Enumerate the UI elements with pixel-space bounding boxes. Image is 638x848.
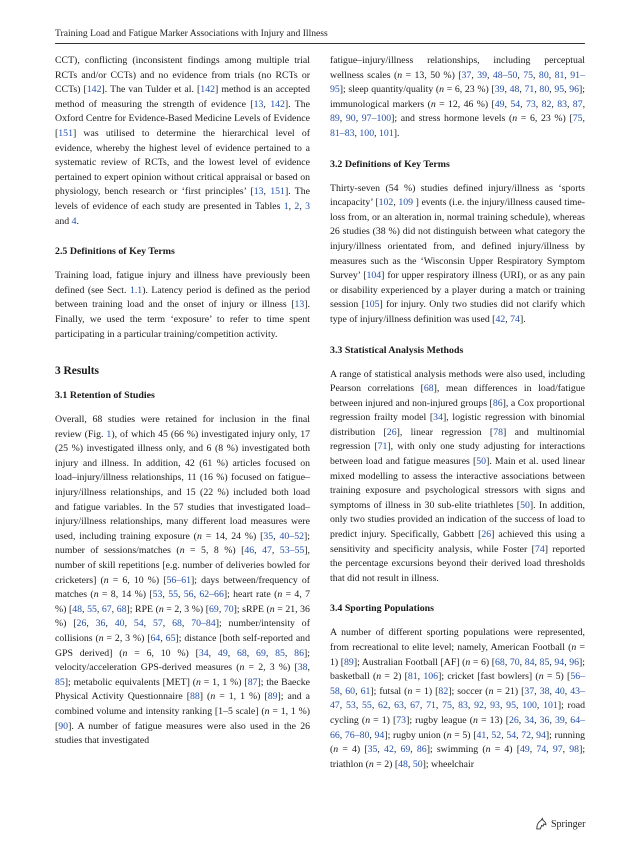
running-head: Training Load and Fatigue Marker Associations with Injury and Illness — [55, 28, 328, 39]
heading-3-4: 3.4 Sporting Populations — [330, 603, 434, 615]
heading-3-1: 3.1 Retention of Studies — [55, 390, 155, 402]
paragraph-evidence-methods: CCT), conflicting (inconsistent findings among multiple trial RCTs and/or CCTs) and no evidence from trials (no RCTs or CCTs) [142]. The van Tulder et al. [142] method is an accepted method of measuring the strength of evidence [13, 142]. The Oxford Centre for Evidence-Based Medicine Levels of Evidence [151] was utilised to determine the hierarchical level of evidence, whereby the highest level of evidence pertained to a systematic review of RCTs, and the lowest level of evidence pertained to expert opinion without critical appraisal or based on physiology, bench research or ‘first principles’ [13, 151]. The levels of evidence of each study are presented in Tables 1, 2, 3 and 4. — [55, 55, 311, 227]
publisher-name: Springer — [551, 818, 586, 830]
paragraph-definitions: Thirty-seven (54 %) studies defined injury/illness as ‘sports incapacity’ [102, 109 ] events (i.e. the injury/illness caused time-loss from, or an alteration in, normal training schedule), whereas 26 studies (38 %) did not distinguish between what category the injury/illness orientated from, and defined injury/illness by measures such as the ‘Wisconsin Upper Respiratory Symptom Survey’ [104] for upper respiratory illness (URI), or as any pain or disability experienced by a player during a match or training session [105] for injury. Only two studies did not clarify which type of injury/illness definition was used [42, 74]. — [330, 182, 585, 325]
publisher-mark — [534, 817, 585, 831]
springer-horse-icon — [534, 817, 548, 831]
header-rule — [55, 43, 585, 44]
paragraph-fatigue-measures: fatigue–injury/illness relationships, including perceptual wellness scales (n = 13, 50 %) [37, 39, 48–50, 75, 80, 81, 91–95]; sleep quantity/quality (n = 6, 23 %) [39, 48, 71, 80, 95, 96]; immunological markers (n = 12, 46 %) [49, 54, 73, 82, 83, 87, 89, 90, 97–100]; and stress hormone levels (n = 6, 23 %) [75, 81–83, 100, 101]. — [330, 55, 586, 139]
heading-3-3: 3.3 Statistical Analysis Methods — [330, 344, 464, 356]
heading-2-5: 2.5 Definitions of Key Terms — [55, 246, 175, 258]
left-column — [55, 54, 310, 749]
paragraph-sporting-populations: A number of different sporting populations were represented, from recreational to elite level; namely, American Football (n = 1) [89]; Australian Football [AF] (n = 6) [68, 70, 84, 85, 94, 96]; basketball (n = 2) [81, 106]; cricket [fast bowlers] (n = 5) [56–58, 60, 61]; futsal (n = 1) [82]; soccer (n = 21) [37, 38, 40, 43–47, 53, 55, 62, 63, 67, 71, 75, 83, 92, 93, 95, 100, 101]; road cycling (n = 1) [73]; rugby league (n = 13) [26, 34, 36, 39, 64–66, 76–80, 94]; rugby union (n = 5) [41, 52, 54, 72, 94]; running (n = 4) [35, 42, 69, 86]; swimming (n = 4) [49, 74, 97, 98]; triathlon (n = 2) [48, 50]; wheelchair — [330, 627, 586, 770]
paragraph-key-terms: Training load, fatigue injury and illness have previously been defined (see Sect. 1.1). Latency period is defined as the period between training load and the onset of injury or illness [13]. Finally, we used the term ‘exposure’ to refer to time spent participating in a particular training/competition activity. — [55, 270, 310, 340]
paragraph-statistics: A range of statistical analysis methods were also used, including Pearson correlations [68], mean differences in load/fatigue between injured and non-injured groups [86], a Cox proportional regression frailty model [34], logistic regression with binomial distribution [26], linear regression [78] and multinomial regression [71], with only one study adjusting for interactions between load and fatigue measures [50]. Main et al. used linear mixed modelling to assess the interactive associations between training exposure and psychological stressors with signs and symptoms of illness in 30 sub-elite triathletes [50]. In addition, only two studies provided an indication of the success of load to predict injury. Specifically, Gabbett [26] achieved this using a sensitivity and specificity analysis, while Foster [74] reported the percentage excursions beyond their derived load thresholds that did not result in illness. — [330, 368, 586, 584]
heading-3-results: 3 Results — [55, 365, 99, 378]
paragraph-retention: Overall, 68 studies were retained for inclusion in the final review (Fig. 1), of which 45 (66 %) investigated injury only, 17 (25 %) investigated illness only, and 6 (8 %) investigated both injury and illness. In addition, 42 (61 %) articles focused on load–injury/illness relationships, 11 (16 %) focused on fatigue–injury/illness relationships, and 15 (22 %) included both load and fatigue variables. In the 57 studies that investigated load–injury/illness relationships, many different load measures were used, including training exposure (n = 14, 24 %) [35, 40–52]; number of sessions/matches (n = 5, 8 %) [46, 47, 53–55], number of skill repetitions [e.g. number of deliveries bowled for cricketers] (n = 6, 10 %) [56–61]; days between/frequency of matches (n = 8, 14 %) [53, 55, 56, 62–66]; heart rate (n = 4, 7 %) [48, 55, 67, 68]; RPE (n = 2, 3 %) [69, 70]; sRPE (n = 21, 36 %) [26, 36, 40, 54, 57, 68, 70–84]; number/intensity of collisions (n = 2, 3 %) [64, 65]; distance [both self-reported and GPS derived] (n = 6, 10 %) [34, 49, 68, 69, 85, 86]; velocity/acceleration GPS-derived measures (n = 2, 3 %) [38, 85]; metabolic equivalents [MET] (n = 1, 1 %) [87]; the Baecke Physical Activity Questionnaire [88] (n = 1, 1 %) [89]; and a combined volume and intensity ranking [1–5 scale] (n = 1, 1 %) [90]. A number of fatigue measures were also used in the 26 studies that investigated — [55, 414, 311, 747]
right-column — [330, 54, 585, 772]
heading-3-2: 3.2 Definitions of Key Terms — [330, 158, 450, 170]
